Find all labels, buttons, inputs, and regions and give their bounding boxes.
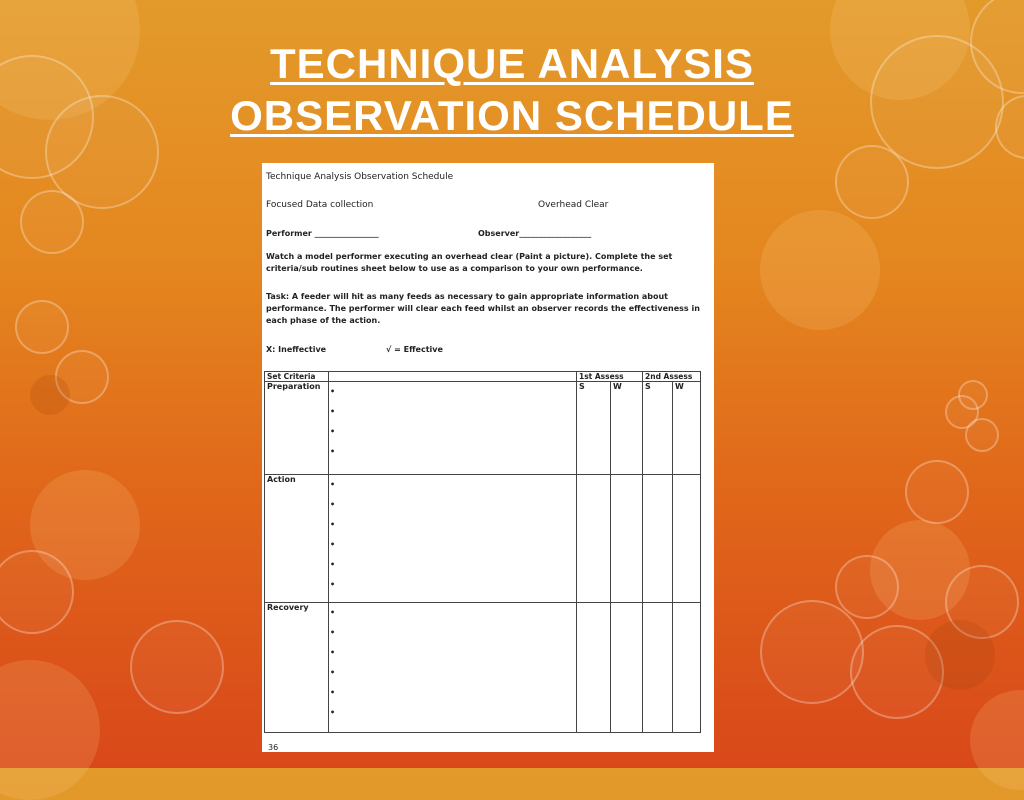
instructions-text: Watch a model performer executing an overhead clear (Paint a picture). Complete the set criteria/sub routines sheet below to use as a comparison to your own performance. [266,252,673,273]
bokeh-decoration [835,145,909,219]
column-header-set-criteria: Set Criteria [265,372,329,382]
bokeh-decoration [958,380,988,410]
empty-cell [673,475,701,603]
column-header-blank [329,372,577,382]
bullet-point: • [330,668,336,677]
bokeh-decoration [870,520,970,620]
bokeh-decoration [30,375,70,415]
worksheet-heading: Technique Analysis Observation Schedule [266,172,454,182]
slide-title [0,38,1024,142]
bullet-point: • [330,447,336,456]
focus-label: Focused Data collection [266,200,374,210]
bokeh-decoration [905,460,969,524]
bullet-cell [329,382,577,475]
bokeh-decoration [760,210,880,330]
bullet-point: • [330,500,336,509]
bullet-point: • [330,427,336,436]
empty-cell [643,475,673,603]
bullet-cell [329,603,577,733]
row-label-action: Action [265,475,329,603]
bokeh-decoration [0,660,100,800]
bullet-point: • [330,580,336,589]
empty-cell [577,475,611,603]
bokeh-decoration [30,470,140,580]
empty-cell [577,603,611,733]
bokeh-decoration [15,300,69,354]
row-label-preparation: Preparation [265,382,329,475]
task-text: Task: A feeder will hit as many feeds as necessary to gain appropriate information about performance. The performer will clear each feed whilst an observer records the effectiveness in each phase of the action. [266,292,700,325]
bokeh-decoration [20,190,84,254]
bokeh-decoration [0,550,74,634]
key-effective: √ = Effective [386,345,443,354]
cell-second-w: W [673,382,701,475]
bullet-point: • [330,648,336,657]
worksheet-image [262,163,714,752]
bullet-point: • [330,628,336,637]
bokeh-decoration [925,620,995,690]
bullet-point: • [330,560,336,569]
bokeh-decoration [970,690,1024,790]
bullet-point: • [330,708,336,717]
bokeh-decoration [130,620,224,714]
empty-cell [611,475,643,603]
row-label-recovery: Recovery [265,603,329,733]
cell-first-w: W [611,382,643,475]
criteria-table [264,371,701,733]
slide-title-line-1: TECHNIQUE ANALYSIS [270,40,754,87]
bullet-point: • [330,608,336,617]
empty-cell [643,603,673,733]
bokeh-decoration [850,625,944,719]
page-number: 36 [268,743,279,752]
key-ineffective: X: Ineffective [266,345,327,354]
empty-cell [673,603,701,733]
bullet-point: • [330,387,336,396]
observer-field: Observer__________________ [478,229,592,238]
bokeh-decoration [55,350,109,404]
bullet-point: • [330,407,336,416]
bullet-point: • [330,688,336,697]
bokeh-decoration [760,600,864,704]
bokeh-decoration [835,555,899,619]
cell-first-s: S [577,382,611,475]
empty-cell [611,603,643,733]
slide-title-line-2: OBSERVATION SCHEDULE [230,92,794,139]
focus-value: Overhead Clear [538,200,609,210]
bullet-cell [329,475,577,603]
cell-second-s: S [643,382,673,475]
bokeh-decoration [945,395,979,429]
bokeh-decoration [945,565,1019,639]
bokeh-decoration [965,418,999,452]
column-header-second-assess: 2nd Assess [643,372,701,382]
column-header-first-assess: 1st Assess [577,372,643,382]
performer-field: Performer ________________ [266,229,379,238]
bullet-point: • [330,480,336,489]
bullet-point: • [330,520,336,529]
bullet-point: • [330,540,336,549]
